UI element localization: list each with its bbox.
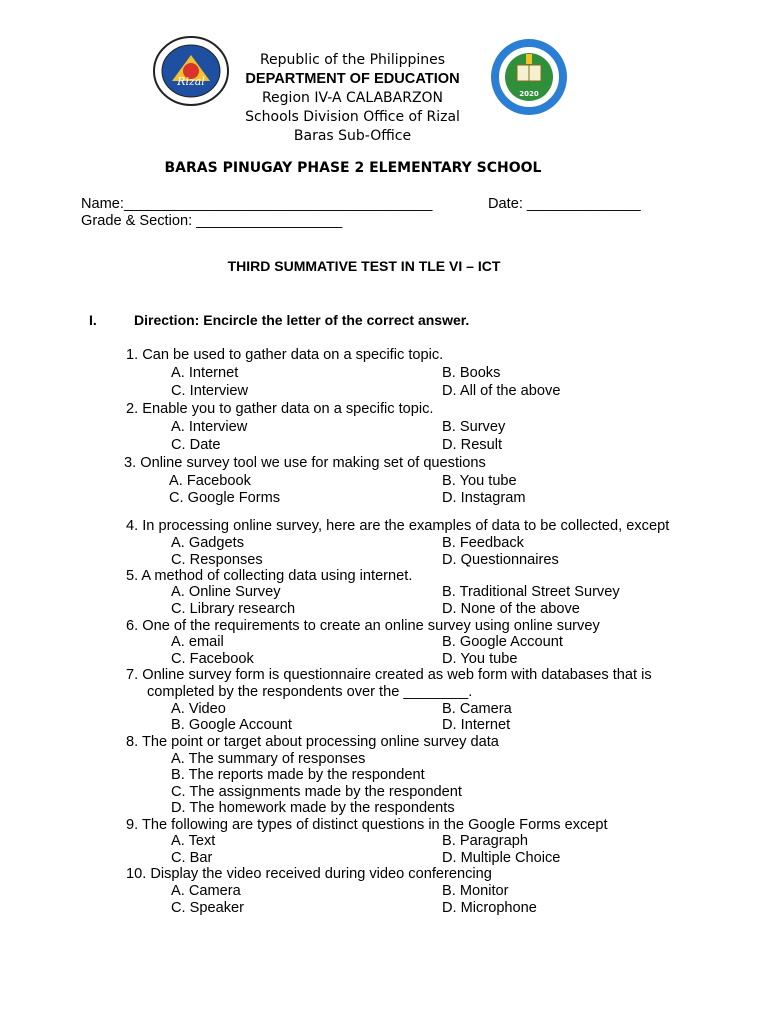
q6-option-a: A. email bbox=[171, 634, 224, 650]
q4-option-a: A. Gadgets bbox=[171, 535, 245, 551]
q1-option-b: B. Books bbox=[442, 365, 501, 381]
q5-option-d: D. None of the above bbox=[442, 601, 580, 617]
q6-option-b: B. Google Account bbox=[442, 634, 563, 650]
q4-option-b: B. Feedback bbox=[442, 535, 524, 551]
q10-option-d: D. Microphone bbox=[442, 900, 537, 916]
q10-option-b: B. Monitor bbox=[442, 883, 509, 899]
q10-option-c: C. Speaker bbox=[171, 900, 245, 916]
question-8: 8. The point or target about processing online survey data bbox=[126, 734, 499, 750]
q3-option-c: C. Google Forms bbox=[169, 490, 281, 506]
date-field: Date: ______________ bbox=[488, 196, 641, 212]
header-republic: Republic of the Philippines bbox=[259, 52, 446, 68]
header-division: Schools Division Office of Rizal bbox=[245, 109, 460, 125]
question-2: 2. Enable you to gather data on a specific topic. bbox=[126, 401, 434, 417]
q3-option-b: B. You tube bbox=[442, 473, 517, 489]
q2-option-c: C. Date bbox=[171, 437, 221, 453]
question-4: 4. In processing online survey, here are the examples of data to be collected, except bbox=[126, 518, 670, 534]
question-1: 1. Can be used to gather data on a specific topic. bbox=[126, 347, 444, 363]
header-sub-office: Baras Sub-Office bbox=[293, 128, 412, 144]
name-field: Name:______________________________________ bbox=[81, 196, 433, 212]
q8-option-b: B. The reports made by the respondent bbox=[171, 767, 425, 783]
test-title: THIRD SUMMATIVE TEST IN TLE VI – ICT bbox=[227, 258, 501, 274]
q9-option-b: B. Paragraph bbox=[442, 833, 528, 849]
q5-option-c: C. Library research bbox=[171, 601, 296, 617]
q1-option-d: D. All of the above bbox=[442, 383, 561, 399]
header-region: Region IV-A CALABARZON bbox=[261, 90, 444, 106]
q8-option-a: A. The summary of responses bbox=[171, 751, 366, 767]
header-department: DEPARTMENT OF EDUCATION bbox=[245, 71, 460, 87]
q9-option-c: C. Bar bbox=[171, 850, 213, 866]
deped-rizal-seal-logo bbox=[152, 35, 230, 107]
q8-option-c: C. The assignments made by the respondent bbox=[171, 784, 462, 800]
q2-option-b: B. Survey bbox=[442, 419, 506, 435]
question-3: 3. Online survey tool we use for making set of questions bbox=[124, 455, 486, 471]
question-9: 9. The following are types of distinct questions in the Google Forms except bbox=[126, 817, 608, 833]
q5-option-a: A. Online Survey bbox=[171, 584, 281, 600]
question-6: 6. One of the requirements to create an online survey using online survey bbox=[126, 618, 600, 634]
direction-text: Direction: Encircle the letter of the correct answer. bbox=[134, 312, 470, 328]
school-name: BARAS PINUGAY PHASE 2 ELEMENTARY SCHOOL bbox=[164, 160, 542, 176]
question-10: 10. Display the video received during video conferencing bbox=[126, 866, 492, 882]
school-seal-logo bbox=[488, 38, 570, 116]
q7-option-d: D. Internet bbox=[442, 717, 511, 733]
q1-option-a: A. Internet bbox=[171, 365, 239, 381]
q9-option-d: D. Multiple Choice bbox=[442, 850, 561, 866]
question-7-continued: completed by the respondents over the ________. bbox=[147, 684, 473, 700]
q2-option-a: A. Interview bbox=[171, 419, 248, 435]
q3-option-a: A. Facebook bbox=[169, 473, 251, 489]
q7-option-b: B. Camera bbox=[442, 701, 512, 717]
q10-option-a: A. Camera bbox=[171, 883, 241, 899]
q5-option-b: B. Traditional Street Survey bbox=[442, 584, 620, 600]
q1-option-c: C. Interview bbox=[171, 383, 249, 399]
q8-option-d: D. The homework made by the respondents bbox=[171, 800, 455, 816]
question-5: 5. A method of collecting data using internet. bbox=[126, 568, 413, 584]
q4-option-d: D. Questionnaires bbox=[442, 552, 559, 568]
q4-option-c: C. Responses bbox=[171, 552, 263, 568]
direction-number: I. bbox=[89, 312, 97, 328]
q3-option-d: D. Instagram bbox=[442, 490, 526, 506]
q9-option-a: A. Text bbox=[171, 833, 216, 849]
q2-option-d: D. Result bbox=[442, 437, 503, 453]
left-logo-text: Rizal bbox=[177, 75, 205, 88]
q6-option-c: C. Facebook bbox=[171, 651, 254, 667]
q6-option-d: D. You tube bbox=[442, 651, 518, 667]
q7-option-c: B. Google Account bbox=[171, 717, 292, 733]
question-7: 7. Online survey form is questionnaire created as web form with databases that is bbox=[126, 667, 652, 683]
q7-option-a: A. Video bbox=[171, 701, 226, 717]
grade-section-field: Grade & Section: __________________ bbox=[81, 213, 343, 229]
right-logo-text: 2020 bbox=[519, 90, 539, 98]
